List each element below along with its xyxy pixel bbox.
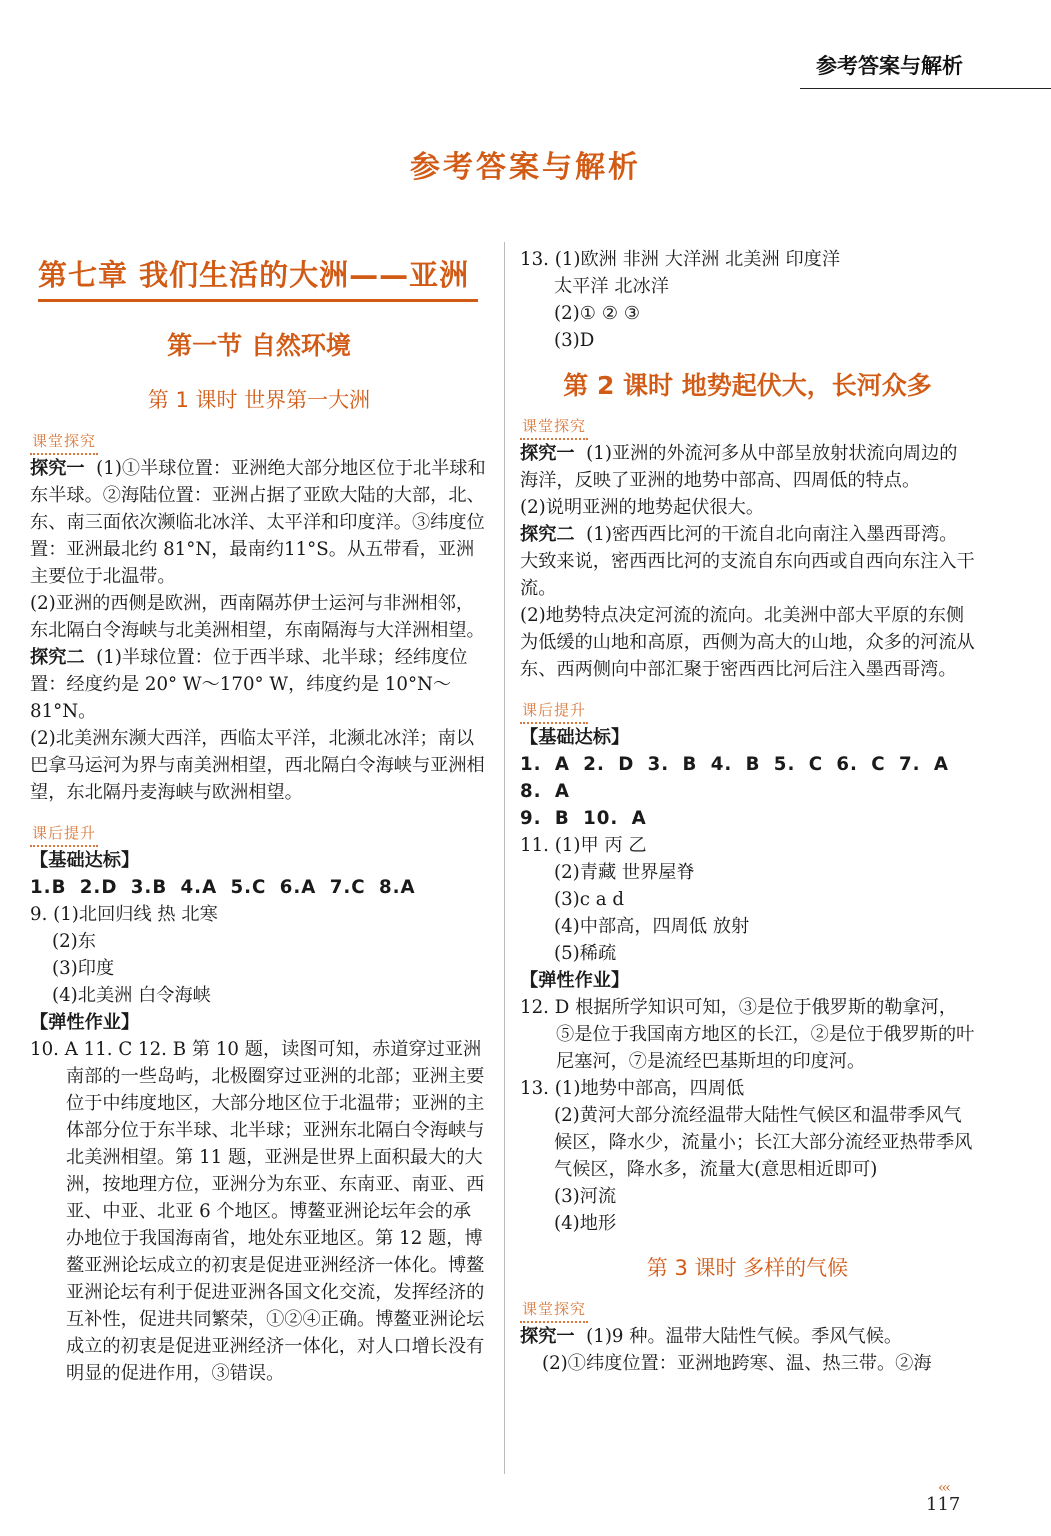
explore-heading: 探究二	[30, 647, 85, 668]
answer-line: (3)c a d	[554, 889, 624, 910]
explore-heading: 探究二	[520, 524, 575, 545]
answer-line: (2)青藏 世界屋脊	[554, 862, 695, 883]
after-class-label: 课后提升	[30, 822, 98, 847]
lesson-title: 第 1 课时 世界第一大洲	[147, 388, 371, 412]
header-rule	[800, 88, 1051, 89]
explore-text: (2)说明亚洲的地势起伏很大。	[520, 497, 765, 518]
answer-line: 13. (1)地势中部高，四周低	[520, 1078, 745, 1099]
answer-line: (2)东	[52, 931, 96, 952]
explore-text: (1)亚洲的外流河多从中部呈放射状流向周边的海洋，反映了亚洲的地势中部高、四周低的特点。	[520, 443, 958, 491]
page-arrow-icon: ‹‹‹	[938, 1480, 949, 1496]
classroom-label: 课堂探究	[520, 1298, 588, 1323]
answer-line: (3)印度	[52, 958, 115, 979]
answer-line: 13. (1)欧洲 非洲 大洋洲 北美洲 印度洋	[520, 249, 841, 270]
basic-answers: 1.B 2.D 3.B 4.A 5.C 6.A 7.C 8.A	[30, 877, 416, 898]
running-header: 参考答案与解析	[816, 54, 963, 78]
page-number: 117	[926, 1494, 961, 1515]
left-column	[30, 240, 488, 1387]
chapter-rule	[38, 299, 478, 302]
basic-heading: 【基础达标】	[30, 850, 140, 871]
explore-text: (2)亚洲的西侧是欧洲，西南隔苏伊士运河与非洲相邻，东北隔白令海峡与北美洲相望，东南隔海与大洋洲相望。	[30, 593, 485, 641]
explore-text: (1)密西西比河的干流自北向南注入墨西哥湾。大致来说，密西西比河的支流自东向西或自西向东注入干流。	[520, 524, 975, 599]
explore-text: (2)①纬度位置：亚洲地跨寒、温、热三带。②海	[542, 1353, 932, 1374]
basic-answers: 9. B 10. A	[520, 808, 647, 829]
explore-text: (1)9 种。温带大陆性气候。季风气候。	[586, 1326, 903, 1347]
answer-line: (3)河流	[554, 1186, 617, 1207]
answer-line: (3)D	[554, 330, 595, 351]
answer-line: 太平洋 北冰洋	[554, 276, 669, 297]
answer-line: 9. (1)北回归线 热 北寒	[30, 904, 218, 925]
page-title: 参考答案与解析	[410, 150, 641, 185]
basic-heading: 【基础达标】	[520, 727, 630, 748]
explore-heading: 探究一	[30, 458, 85, 479]
section-title: 第一节 自然环境	[167, 331, 351, 360]
basic-answers: 1. A 2. D 3. B 4. B 5. C 6. C 7. A 8. A	[520, 754, 949, 802]
explore-heading: 探究一	[520, 1326, 575, 1347]
elastic-heading: 【弹性作业】	[30, 1012, 140, 1033]
right-column	[520, 246, 975, 1377]
chapter-title: 第七章 我们生活的大洲——亚洲	[38, 258, 470, 292]
elastic-heading: 【弹性作业】	[520, 970, 630, 991]
classroom-label: 课堂探究	[520, 415, 588, 440]
answer-line: 11. (1)甲 丙 乙	[520, 835, 647, 856]
answer-paragraph: 10. A 11. C 12. B 第 10 题，读图可知，赤道穿过亚洲南部的一些岛屿，北极圈穿过亚洲的北部；亚洲主要位于中纬度地区，大部分地区位于北温带；亚洲的主体部分位于东半球、北半球；亚洲东北隔白令海峡与北美洲相望。第 11 题，亚洲是世界上面积最大的大洲，按地理方位，亚洲分为东亚、东南亚、南亚、西亚、中亚、北亚 6 个地区。博鳌亚洲论坛年会的承办地位于我国海南省，地处东亚地区。第 12 题，博鳌亚洲论坛成立的初衷是促进亚洲经济一体化。博鳌亚洲论坛有利于促进亚洲各国文化交流，发挥经济的互补性，促进共同繁荣，①②④正确。博鳌亚洲论坛成立的初衷是促进亚洲经济一体化，对人口增长没有明显的促进作用，③错误。	[30, 1039, 485, 1384]
answer-line: (4)地形	[554, 1213, 617, 1234]
answer-line: (2)黄河大部分流经温带大陆性气候区和温带季风气候区，降水少，流量小；长江大部分流经亚热带季风气候区，降水多，流量大(意思相近即可)	[554, 1105, 973, 1180]
explore-text: (1)①半球位置：亚洲绝大部分地区位于北半球和东半球。②海陆位置：亚洲占据了亚欧大陆的大部，北、东、南三面依次濒临北冰洋、太平洋和印度洋。③纬度位置：亚洲最北约 81°N，最南约11°S。从五带看，亚洲主要位于北温带。	[30, 458, 486, 587]
column-divider	[504, 242, 505, 1474]
answer-paragraph: 12. D 根据所学知识可知，③是位于俄罗斯的勒拿河，⑤是位于我国南方地区的长江，②是位于俄罗斯的叶尼塞河，⑦是流经巴基斯坦的印度河。	[520, 997, 975, 1072]
answer-line: (4)中部高，四周低 放射	[554, 916, 750, 937]
explore-text: (2)北美洲东濒大西洋，西临太平洋，北濒北冰洋；南以巴拿马运河为界与南美洲相望，西北隔白令海峡与亚洲相望，东北隔丹麦海峡与欧洲相望。	[30, 728, 485, 803]
answer-line: (5)稀疏	[554, 943, 617, 964]
after-class-label: 课后提升	[520, 699, 588, 724]
explore-text: (2)地势特点决定河流的流向。北美洲中部大平原的东侧为低缓的山地和高原，西侧为高大的山地，众多的河流从东、西两侧向中部汇聚于密西西比河后注入墨西哥湾。	[520, 605, 975, 680]
answer-line: (2)① ② ③	[554, 303, 641, 324]
answer-line: (4)北美洲 白令海峡	[52, 985, 211, 1006]
lesson-title: 第 2 课时 地势起伏大，长河众多	[563, 371, 932, 400]
lesson-title: 第 3 课时 多样的气候	[646, 1256, 849, 1280]
explore-text: (1)半球位置：位于西半球、北半球；经纬度位置：经度约是 20° W～170° W，纬度约是 10°N～81°N。	[30, 647, 468, 722]
explore-heading: 探究一	[520, 443, 575, 464]
classroom-label: 课堂探究	[30, 430, 98, 455]
